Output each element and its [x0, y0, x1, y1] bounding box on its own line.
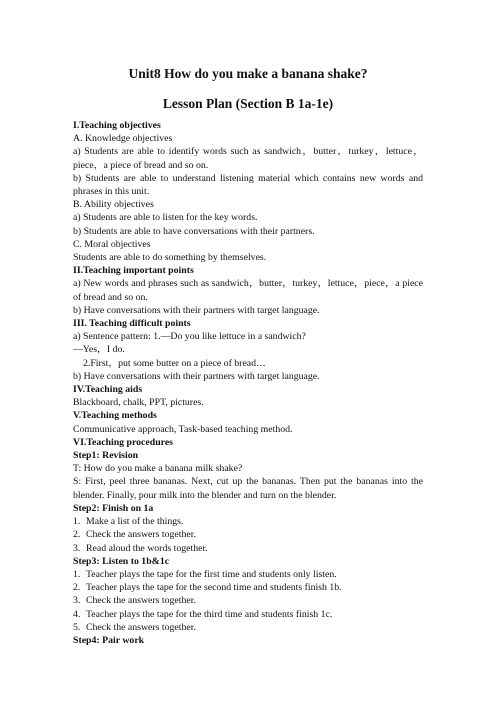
- list-number: 2.: [73, 529, 81, 541]
- list-item: [73, 594, 423, 607]
- step-heading: Step1: Revision: [73, 450, 139, 462]
- subheading: C. Moral objectives: [73, 238, 151, 250]
- list-item: [73, 621, 423, 634]
- section-heading: IV.Teaching aids: [73, 384, 143, 396]
- list-number: 2.: [73, 582, 81, 594]
- list-text: Teacher plays the tape for the second time and students finish 1b.: [86, 582, 342, 594]
- paragraph: b) Students are able to have conversations with their partners.: [73, 225, 315, 237]
- subheading: B. Ability objectives: [73, 199, 154, 211]
- section-heading: VI.Teaching procedures: [73, 436, 173, 448]
- document-title: Unit8 How do you make a banana shake?: [128, 66, 368, 81]
- list-number: 1.: [73, 568, 81, 580]
- paragraph: Communicative approach, Task-based teaching method.: [73, 423, 293, 435]
- paragraph: —Yes，I do.: [73, 344, 125, 356]
- list-item: [73, 542, 423, 555]
- list-number: 5.: [73, 621, 81, 633]
- paragraph: Students are able to do something by themselves.: [73, 252, 267, 264]
- list-text: Teacher plays the tape for the first time and students only listen.: [86, 568, 337, 580]
- list-text: Make a list of the things.: [86, 516, 184, 528]
- paragraph: a) New words and phrases such as sandwich，butter，turkey，lettuce，piece，a piece of bread and so on.: [73, 278, 423, 303]
- list-number: 4.: [73, 608, 81, 620]
- list-text: Check the answers together.: [86, 529, 196, 541]
- list-item: [73, 608, 423, 621]
- subheading: A. Knowledge objectives: [73, 133, 173, 145]
- section-heading: III. Teaching difficult points: [73, 318, 191, 330]
- paragraph: b) Have conversations with their partners with target language.: [73, 370, 320, 382]
- list-text: Check the answers together.: [86, 621, 196, 633]
- section-heading: II.Teaching important points: [73, 265, 194, 277]
- list-text: Read aloud the words together.: [86, 542, 208, 554]
- step-heading: Step3: Listen to 1b&1c: [73, 555, 170, 567]
- list-text: Check the answers together.: [86, 595, 196, 607]
- document-body: [73, 119, 423, 647]
- paragraph: Blackboard, chalk, PPT, pictures.: [73, 397, 204, 409]
- list-item: [73, 568, 423, 581]
- paragraph: S: First, peel three bananas. Next, cut up the bananas. Then put the bananas into the blender. Finally, pour milk into the blender and turn on the blender.: [73, 476, 423, 501]
- list-number: 1.: [73, 516, 81, 528]
- list-item: [73, 581, 423, 594]
- lesson-plan-subtitle: Lesson Plan (Section B 1a-1e): [162, 96, 334, 111]
- paragraph: a) Students are able to listen for the key words.: [73, 212, 258, 224]
- section-heading: V.Teaching methods: [73, 410, 157, 422]
- step-heading: Step4: Pair work: [73, 634, 145, 646]
- paragraph: 2.First，put some butter on a piece of bread…: [83, 357, 266, 369]
- paragraph: a) Students are able to identify words such as sandwich，butter，turkey，lettuce，piece，a piece of bread and so on.: [73, 146, 423, 171]
- paragraph: T: How do you make a banana milk shake?: [73, 463, 243, 475]
- list-number: 3.: [73, 595, 81, 607]
- paragraph: a) Sentence pattern: 1.—Do you like lettuce in a sandwich?: [73, 331, 306, 343]
- step-heading: Step2: Finish on 1a: [73, 502, 154, 514]
- list-item: [73, 515, 423, 528]
- list-text: Teacher plays the tape for the third time and students finish 1c.: [86, 608, 333, 620]
- section-heading: I.Teaching objectives: [73, 120, 161, 131]
- paragraph: b) Have conversations with their partners with target language.: [73, 304, 320, 316]
- paragraph: b) Students are able to understand listening material which contains new words and phrases in this unit.: [73, 172, 423, 198]
- list-number: 3.: [73, 542, 81, 554]
- list-item: [73, 528, 423, 541]
